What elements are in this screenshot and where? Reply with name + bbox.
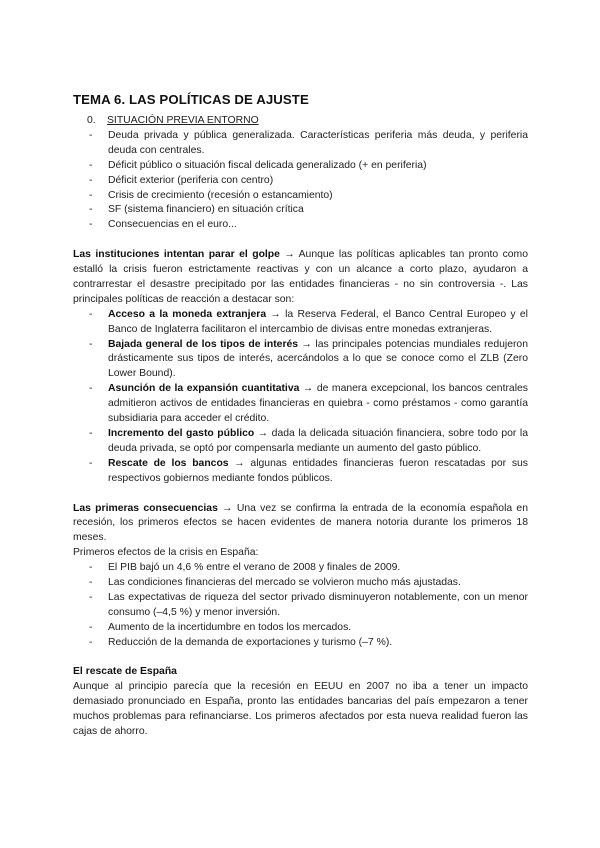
bullet-dash: - — [89, 129, 93, 141]
bullet-dash: - — [89, 591, 93, 603]
list-item-text: SF (sistema financiero) en situación crítica — [108, 204, 304, 216]
consecuencias-text: → Una vez se confirma la entrada de la economía española en recesión, los primeros efectos se hacen evidentes de manera notoria durante los primeros 18 meses. — [73, 502, 528, 544]
list-item-text: Déficit exterior (periferia con centro) — [108, 174, 274, 186]
bullet-dash: - — [89, 457, 93, 469]
list-item-text: Deuda privada y pública generalizada. Características periferia más deuda, y periferia deuda con centrales. — [108, 129, 528, 156]
consecuencias-intro: Primeros efectos de la crisis en España: — [73, 547, 259, 559]
list-item — [73, 382, 528, 427]
instituciones-text: → Aunque las políticas aplicables tan pronto como estalló la crisis fueron estrictamente reactivas y con un alcance a corto plazo, ayudaron a contrarrestar el desastre precipitado por las entidades financieras - no sin controversia -. Las principales políticas de reacción a destacar son: — [73, 249, 528, 305]
instituciones-lead: Las instituciones intentan parar el golpe — [73, 249, 280, 261]
bullet-dash: - — [89, 189, 93, 201]
list-item — [73, 576, 528, 591]
policy-name: Bajada general de los tipos de interés — [108, 338, 299, 350]
list-item-text: Las condiciones financieras del mercado se volvieron mucho más ajustadas. — [108, 577, 461, 589]
list-item — [73, 159, 528, 174]
list-item — [73, 561, 528, 576]
bullet-dash: - — [89, 219, 93, 231]
list-item-text: Consecuencias en el euro... — [108, 219, 237, 231]
list-item-text: Aumento de la incertidumbre en todos los mercados. — [108, 621, 352, 633]
section-heading-text: SITUACIÓN PREVIA ENTORNO — [107, 115, 259, 126]
bullet-dash: - — [89, 204, 93, 216]
section-heading — [87, 114, 528, 129]
policy-name: Acceso a la moneda extranjera — [108, 308, 267, 320]
effects-list — [73, 561, 528, 650]
list-item — [73, 218, 528, 233]
list-item-text: Déficit público o situación fiscal delicada generalizado (+ en periferia) — [108, 159, 427, 171]
list-item — [73, 174, 528, 189]
list-item — [73, 457, 528, 487]
policy-name: Rescate de los bancos — [108, 457, 229, 469]
list-item — [73, 129, 528, 159]
policy-text: → de manera excepcional, los bancos centrales admitieron activos de entidades financieras en quiebra - como préstamos - como garantía subsidiaria para acceder el crédito. — [108, 383, 528, 425]
list-item — [73, 591, 528, 621]
list-item-text: Crisis de crecimiento (recesión o estancamiento) — [108, 189, 333, 201]
bullet-dash: - — [89, 621, 93, 633]
list-item — [73, 308, 528, 338]
bullet-dash: - — [89, 308, 93, 320]
list-item — [73, 621, 528, 636]
rescate-heading: El rescate de España — [73, 666, 177, 678]
list-item-text: Las expectativas de riqueza del sector privado disminuyeron notablemente, con un menor consumo (–4,5 %) y menor inversión. — [108, 591, 528, 618]
bullet-dash: - — [89, 562, 93, 574]
list-item — [73, 203, 528, 218]
policy-text: → la Reserva Federal, el Banco Central Europeo y el Banco de Inglaterra facilitaron el intercambio de divisas entre monedas extranjeras. — [108, 308, 528, 335]
section-number: 0. — [87, 115, 96, 126]
instituciones-paragraph — [73, 248, 528, 308]
bullet-dash: - — [89, 636, 93, 648]
bullet-dash: - — [89, 383, 93, 395]
bullet-dash: - — [89, 174, 93, 186]
list-item-text: Reducción de la demanda de exportaciones y turismo (–7 %). — [108, 636, 393, 648]
policies-list — [73, 308, 528, 487]
bullet-dash: - — [89, 577, 93, 589]
bullet-dash: - — [89, 428, 93, 440]
list-item-text: El PIB bajó un 4,6 % entre el verano de 2008 y finales de 2009. — [108, 562, 401, 574]
list-item — [73, 636, 528, 651]
list-item — [73, 189, 528, 204]
policy-text: → algunas entidades financieras fueron rescatadas por sus respectivos gobiernos mediante fondos públicos. — [108, 457, 528, 484]
policy-text: → las principales potencias mundiales redujeron drásticamente sus tipos de interés, acercándolos a lo que se conoce como el ZLB (Zero Lower Bound). — [108, 338, 528, 380]
policy-name: Asunción de la expansión cuantitativa — [108, 383, 300, 395]
policy-name: Incremento del gasto público — [108, 428, 255, 440]
policy-text: → dada la delicada situación financiera, sobre todo por la deuda privada, se optó por compensarla mediante un aumento del gasto público. — [108, 428, 528, 454]
list-item — [73, 338, 528, 383]
list-item — [73, 427, 528, 457]
rescate-paragraph: Aunque al principio parecía que la recesión en EEUU en 2007 no iba a tener un impacto demasiado pronunciado en España, pronto las entidades bancarias del país empezaron a tener muchos problemas para refinanciarse. Los primeros afectados por esta nueva realidad fueron las cajas de ahorro. — [73, 681, 528, 738]
bullet-dash: - — [89, 159, 93, 171]
bullet-dash: - — [89, 338, 93, 350]
consecuencias-lead: Las primeras consecuencias — [73, 502, 218, 514]
page-title: TEMA 6. LAS POLÍTICAS DE AJUSTE — [73, 92, 309, 107]
document-page — [73, 92, 528, 740]
consecuencias-paragraph — [73, 502, 528, 547]
context-list — [73, 129, 528, 233]
